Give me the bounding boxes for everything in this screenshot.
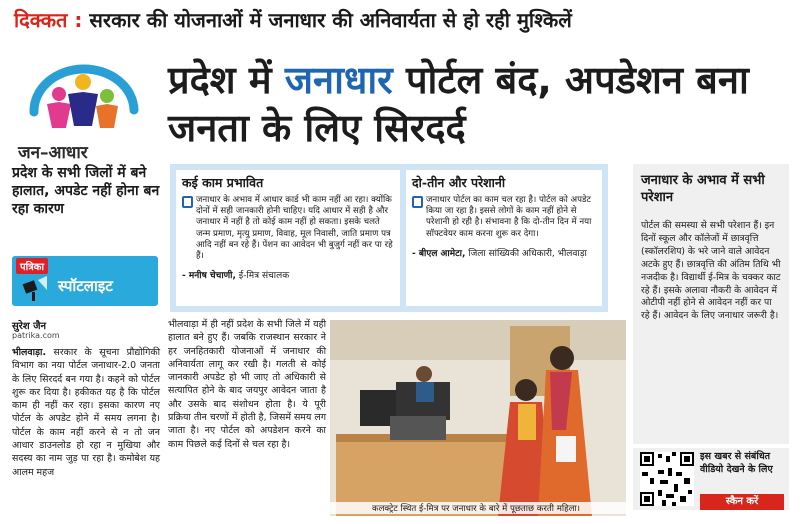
logo-text: जन–आधार xyxy=(18,143,88,163)
kicker-label: दिक्कत : xyxy=(14,8,83,32)
headline xyxy=(168,56,788,152)
spotlight-lamp-icon xyxy=(20,274,48,302)
spotlight-title: स्पॉटलाइट xyxy=(58,277,113,295)
author-site: patrika.com xyxy=(12,331,60,340)
spotlight-badge xyxy=(12,256,158,306)
quote-card-1-role: ई-मित्र संचालक xyxy=(235,271,290,282)
scan-button[interactable]: स्कैन करें xyxy=(700,494,784,510)
subhead: प्रदेश के सभी जिलों में बने हालात, अपडेट नहीं होना बन रहा कारण xyxy=(12,165,160,217)
quote-icon xyxy=(182,196,193,208)
quote-card-1-text: जनाधार के अभाव में आधार कार्ड भी काम नहीं आ रहा। क्योंकि दोनों में सही जानकारी होनी चाहिए। यदि आधार में सही है और जनाधार में नहीं है तो कोई काम नहीं हो सकता। इसके चलते जन्म प्रमाण, मृत्यु प्रमाण, विवाह, मूल निवासी, जाति प्रमाण पत्र आदि नहीं बन रहे हैं। पेंशन का आवेदन भी बुजुर्ग नहीं कर पा रहे हैं। xyxy=(196,195,393,262)
quote-card-1 xyxy=(176,170,400,306)
qr-text: इस खबर से संबंधित वीडियो देखने के लिए xyxy=(700,451,773,475)
quote-card-2-text: जनाधार पोर्टल का काम चल रहा है। पोर्टल को अपडेट किया जा रहा है। इससे लोगों के काम नहीं होने से परेशानी हो रही है। संभावना है कि दो-तीन दिन में नया सॉफ्टवेयर काम करना शुरू कर देगा। xyxy=(426,195,592,239)
quote-icon xyxy=(412,196,423,208)
qr-code-icon[interactable] xyxy=(640,452,694,506)
news-photo xyxy=(330,320,626,516)
sidebar-title: जनाधार के अभाव में सभी परेशान xyxy=(641,173,765,205)
quote-card-1-signature xyxy=(182,268,394,281)
kicker xyxy=(14,6,572,33)
quote-card-2-signature xyxy=(412,246,596,259)
quote-card-1-body xyxy=(182,195,394,262)
article-column-1 xyxy=(12,346,160,479)
quote-card-2 xyxy=(406,170,602,306)
headline-part2: पोर्टल बंद, अपडेशन बना जनता के लिए सिरदर्द xyxy=(168,58,749,150)
sidebar-text: पोर्टल की समस्या से सभी परेशान हैं। इन दिनों स्कूल और कॉलेजों में छात्रवृत्ति (स्कॉलरशिप) के भरे जाने वाले आवेदन अटके हुए हैं। छात्रवृत्ति की अंतिम तिथि भी नजदीक है। विद्यार्थी ई-मित्र के चक्कर काट रहे हैं। इसके अलावा नौकरी के आवेदन में ओटीपी नहीं होने से आवेदन नहीं कर पा रहे हैं। आवेदन के लिए जनाधार जरूरी है। xyxy=(641,220,781,322)
quote-card-1-title: कई काम प्रभावित xyxy=(182,175,264,190)
headline-part1: प्रदेश में xyxy=(168,58,285,102)
headline-highlight: जनाधार xyxy=(284,58,393,102)
quote-card-2-title: दो-तीन और परेशानी xyxy=(412,175,506,190)
sidebar-box xyxy=(633,164,789,444)
column-1-text: सरकार के सूचना प्रौद्योगिकी विभाग का नया पोर्टल जनाधार-2.0 जनता के लिए सिरदर्द बन गया है। कहने को पोर्टल शुरू कर दिया है। हकीकत यह है कि पोर्टल काम ही नहीं कर रहा। इसका कारण नए पोर्टल के अपडेट होने में समय लगना है। पोर्टल के काम नहीं करने से न तो जन आधार डाउनलोड हो रहा न मुखिया और सदस्य का नाम जुड़ पा रहा है। कमोबेश यह आलम महज xyxy=(12,347,160,478)
article-column-2: भीलवाड़ा में ही नहीं प्रदेश के सभी जिले में यही हालात बने हुए हैं। जबकि राजस्थान सरकार ने हर जनहितकारी योजनाओं में जनाधार की अनिवार्यता लागू कर रखी है। गलती से कोई जानकारी अपडेट हो भी जाए तो अधिकारी से सत्यापित होने के बाद जयपुर आवेदन जाता है और उसके बाद संशोधन होता है। ये पूरी प्रक्रिया तीन चरणों में होती है, जिसमें समय लग जाता है। नए पोर्टल को अपडेशन करने का काम पिछले कई दिनों से चल रहा है। xyxy=(168,319,326,450)
dateline: भीलवाड़ा. xyxy=(12,347,47,358)
kicker-text: सरकार की योजनाओं में जनाधार की अनिवार्यता से हो रही मुश्किलें xyxy=(89,8,572,32)
photo-caption: कलक्ट्रेट स्थित ई-मित्र पर जनाधार के बारे में पूछताछ करती महिला। xyxy=(326,502,626,514)
author-name: सुरेश जैन xyxy=(12,321,47,332)
quote-card-1-name: - मनीष चेचाणी, xyxy=(182,271,236,282)
quote-card-2-name: - बीएल आमेटा, xyxy=(412,248,466,259)
quote-card-2-role: जिला सांख्यिकी अधिकारी, भीलवाड़ा xyxy=(465,248,587,259)
quote-card-2-body xyxy=(412,195,596,240)
spotlight-brand: पत्रिका xyxy=(16,258,48,274)
